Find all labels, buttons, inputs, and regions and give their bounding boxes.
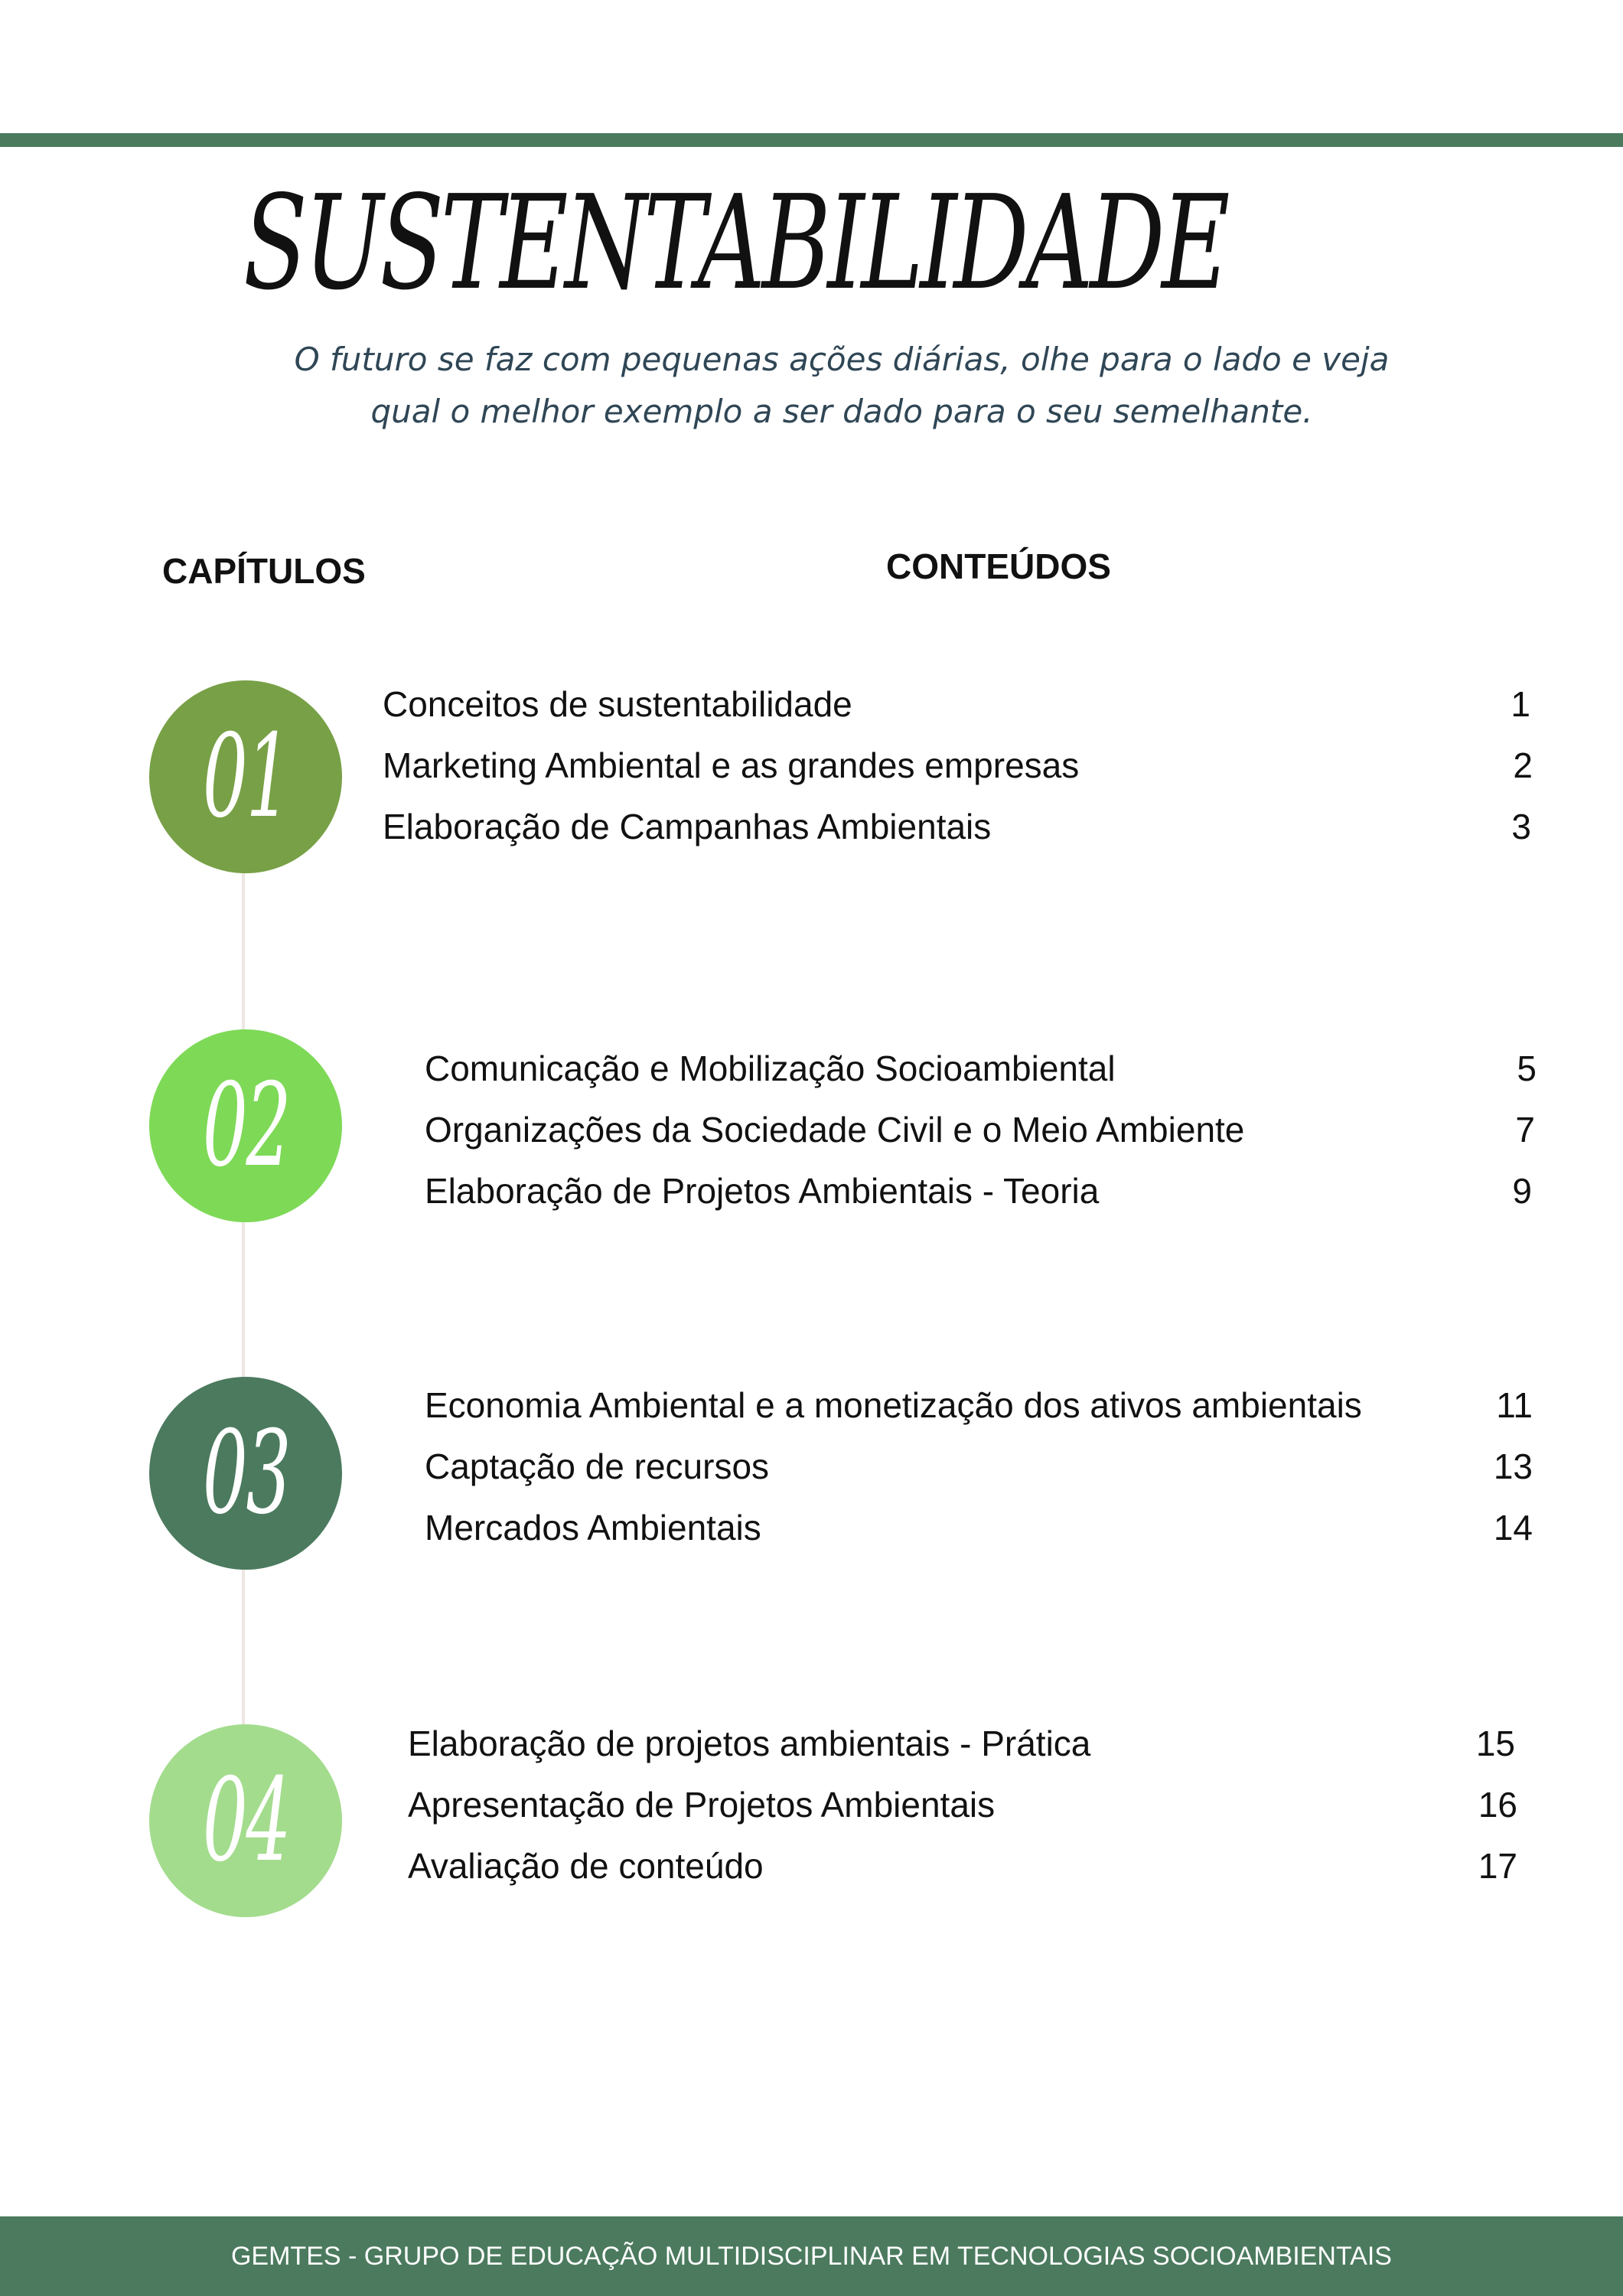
toc-entry-title: Conceitos de sustentabilidade <box>383 684 852 724</box>
toc-entry-title: Marketing Ambiental e as grandes empresas <box>383 745 1080 785</box>
chapter-1-number: 01 <box>202 710 289 843</box>
toc-entry-page: 16 <box>1478 1785 1517 1825</box>
toc-entry-title: Elaboração de projetos ambientais - Prática <box>408 1724 1091 1763</box>
top-divider-bar <box>0 133 1623 147</box>
chapter-1-badge <box>149 680 342 873</box>
toc-entry-title: Captação de recursos <box>425 1446 770 1486</box>
footer-text: GEMTES - GRUPO DE EDUCAÇÃO MULTIDISCIPLINAR EM TECNOLOGIAS SOCIOAMBIENTAIS <box>230 2242 1392 2271</box>
chapter-2-number: 02 <box>202 1059 289 1192</box>
chapter-4-number: 04 <box>202 1754 289 1887</box>
subtitle-line-1: O futuro se faz com pequenas ações diárias, olhe para o lado e veja <box>294 341 1390 378</box>
chapter-3-badge <box>149 1377 342 1570</box>
toc-entry-title: Mercados Ambientais <box>425 1508 761 1548</box>
toc-entry-title: Comunicação e Mobilização Socioambiental <box>425 1049 1116 1088</box>
chapter-4-badge <box>149 1724 342 1917</box>
toc-entry-title: Avaliação de conteúdo <box>408 1846 764 1886</box>
toc-entry-page: 13 <box>1493 1446 1533 1486</box>
chapters-column-heading: CAPÍTULOS <box>162 551 366 591</box>
toc-entry-title: Organizações da Sociedade Civil e o Meio Ambiente <box>425 1110 1245 1150</box>
toc-entry-page: 1 <box>1511 684 1530 724</box>
toc-entry-page: 5 <box>1517 1049 1537 1088</box>
toc-entry-page: 9 <box>1512 1171 1532 1211</box>
toc-entry-page: 7 <box>1515 1110 1535 1150</box>
toc-entry-page: 17 <box>1478 1846 1517 1886</box>
toc-entry-title: Apresentação de Projetos Ambientais <box>408 1785 996 1825</box>
contents-column-heading: CONTEÚDOS <box>886 546 1111 586</box>
toc-entry-title: Elaboração de Projetos Ambientais - Teoria <box>425 1171 1100 1211</box>
timeline-connector <box>242 850 245 1768</box>
toc-entry-page: 2 <box>1513 745 1533 785</box>
footer-bar <box>0 2216 1623 2296</box>
toc-entry-page: 14 <box>1493 1508 1533 1548</box>
toc-entry-page: 15 <box>1475 1724 1515 1763</box>
chapter-3-number: 03 <box>202 1407 289 1540</box>
page-title: SUSTENTABILIDADE <box>243 168 1227 319</box>
toc-entry-title: Elaboração de Campanhas Ambientais <box>383 807 992 846</box>
page-subtitle <box>0 334 1623 438</box>
chapter-2-badge <box>149 1029 342 1222</box>
toc-entry-page: 11 <box>1496 1385 1533 1425</box>
toc-entry-title: Economia Ambiental e a monetização dos ativos ambientais <box>425 1385 1362 1425</box>
subtitle-line-2: qual o melhor exemplo a ser dado para o seu semelhante. <box>370 393 1313 430</box>
toc-entry-page: 3 <box>1511 807 1531 846</box>
